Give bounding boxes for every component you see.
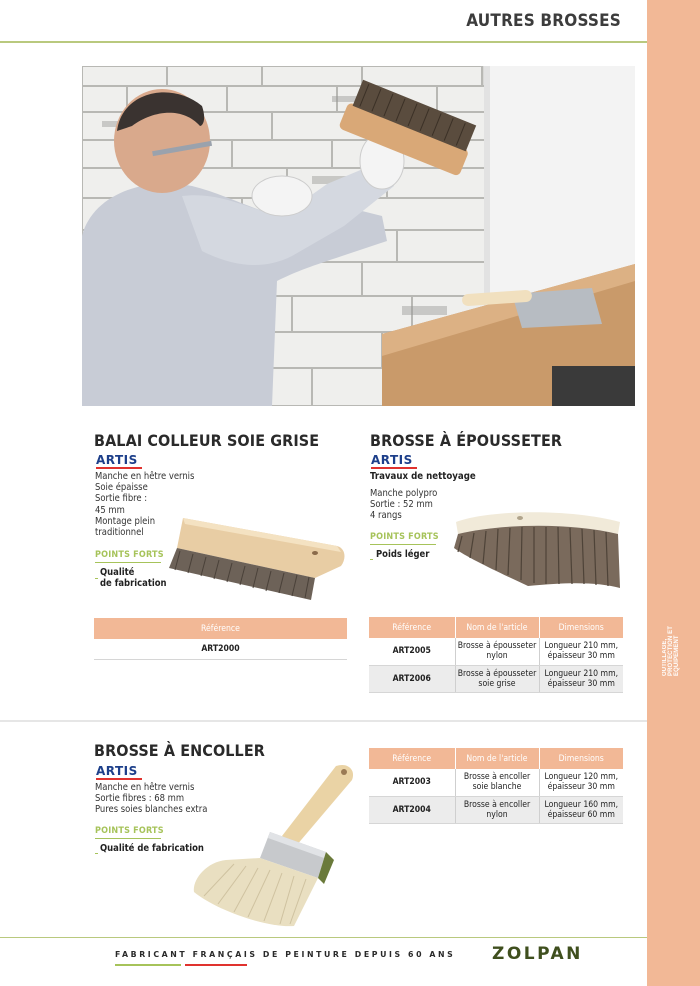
- cell-line: Longueur 160 mm,: [544, 799, 619, 810]
- dims-cell: [539, 638, 623, 665]
- product-title: BALAI COLLEUR SOIE GRISE: [94, 431, 320, 450]
- column-header: Nom de l'article: [455, 617, 539, 638]
- footer-rule: [0, 937, 647, 938]
- cell-line: Brosse à épousseter: [457, 668, 537, 679]
- table-row: [369, 769, 623, 796]
- points-forts-value: [376, 549, 429, 560]
- brand-name: ARTIS: [371, 453, 413, 467]
- side-band: [647, 0, 700, 986]
- points-forts-label: POINTS FORTS: [95, 550, 164, 560]
- column-header: Référence: [369, 748, 455, 769]
- description-line: Manche en hêtre vernis: [95, 782, 195, 793]
- description-line: traditionnel: [95, 527, 144, 539]
- column-header: Dimensions: [539, 617, 623, 638]
- ref-cell: ART2006: [369, 665, 455, 692]
- brand-underline: [371, 467, 417, 469]
- balai-brush-illustration: [165, 508, 350, 608]
- dims-cell: [539, 665, 623, 692]
- table-row: [94, 639, 347, 659]
- table-row: [369, 665, 623, 692]
- page-title: AUTRES BROSSES: [466, 11, 621, 31]
- header-rule: [0, 41, 647, 43]
- points-forts-rule: [95, 838, 161, 839]
- bullet-tick: [370, 559, 373, 560]
- brand-name: ARTIS: [96, 453, 138, 467]
- bullet-tick: [95, 853, 98, 854]
- brand-name: ARTIS: [96, 764, 138, 778]
- product-image-encoller: [186, 760, 361, 930]
- cell-line: épaisseur 60 mm: [547, 809, 615, 820]
- brand-logo: [96, 454, 142, 470]
- cell-line: Brosse à encoller: [463, 799, 531, 810]
- hero-illustration: [82, 66, 635, 406]
- cell-line: soie blanche: [472, 782, 522, 793]
- description-line: Montage plein: [95, 515, 156, 527]
- description-line: Soie épaisse: [95, 482, 148, 494]
- brand-underline: [96, 467, 142, 469]
- ref-cell: ART2005: [369, 638, 455, 665]
- footer-bar-red: [185, 964, 247, 966]
- name-cell: [455, 665, 539, 692]
- section-divider: [0, 720, 647, 722]
- description-line: 4 rangs: [370, 510, 402, 522]
- bullet-tick: [95, 578, 98, 579]
- dims-cell: [539, 769, 623, 796]
- side-section-label: OUTILLAGE, PROTECTION ET EQUIPEMENT: [662, 626, 680, 676]
- cell-line: épaisseur 30 mm: [547, 651, 615, 662]
- product-title: BROSSE À ÉPOUSSETER: [370, 431, 563, 450]
- dims-cell: [539, 796, 623, 823]
- column-header: Dimensions: [539, 748, 623, 769]
- points-forts-rule: [370, 544, 436, 545]
- cell-line: Longueur 120 mm,: [544, 772, 619, 783]
- name-cell: [455, 769, 539, 796]
- cell-line: soie grise: [478, 678, 516, 689]
- product-title: BROSSE À ENCOLLER: [94, 741, 265, 760]
- hero-photo: [82, 66, 635, 406]
- description-line: Pures soies blanches extra: [95, 804, 208, 816]
- cell-line: nylon: [486, 809, 508, 820]
- column-header: Référence: [94, 618, 347, 639]
- points-forts-label: POINTS FORTS: [370, 532, 439, 542]
- points-forts-line: Qualité de fabrication: [100, 843, 204, 854]
- product-image-epousseter: [448, 502, 628, 598]
- cell-line: épaisseur 30 mm: [547, 782, 615, 793]
- cell-line: Longueur 210 mm,: [544, 641, 619, 652]
- ref-cell: ART2000: [94, 639, 347, 659]
- points-forts-rule: [95, 562, 161, 563]
- product-description: [370, 488, 437, 522]
- zolpan-logo: ZOLPAN: [492, 944, 583, 964]
- description-line: Manche en hêtre vernis: [95, 471, 195, 482]
- points-forts-line: de fabrication: [100, 578, 167, 590]
- column-header: Nom de l'article: [455, 748, 539, 769]
- page-header: [0, 0, 647, 43]
- points-forts-value: [100, 567, 167, 589]
- cell-line: Brosse à encoller: [463, 772, 531, 783]
- brand-logo: [371, 454, 417, 470]
- cell-line: Brosse à épousseter: [457, 641, 537, 652]
- reference-table-balai: [94, 618, 347, 660]
- description-line: 45 mm: [95, 504, 125, 516]
- product-image-balai: [165, 508, 350, 608]
- description-line: Sortie fibre :: [95, 493, 148, 505]
- points-forts-line: Qualité: [100, 567, 135, 578]
- points-forts-label: POINTS FORTS: [95, 826, 164, 836]
- reference-table-epousseter: [369, 617, 623, 693]
- reference-table-encoller: [369, 748, 623, 824]
- brand-logo: [96, 765, 142, 781]
- footer-color-bars: [115, 964, 247, 967]
- encoller-brush-illustration: [186, 760, 361, 930]
- name-cell: [455, 638, 539, 665]
- name-cell: [455, 796, 539, 823]
- ref-cell: ART2004: [369, 796, 455, 823]
- brand-underline: [96, 778, 142, 780]
- cell-line: Longueur 210 mm,: [544, 668, 619, 679]
- cell-line: nylon: [486, 651, 508, 662]
- column-header: Référence: [369, 617, 455, 638]
- description-line: Manche polypro: [370, 488, 438, 499]
- product-subtitle: Travaux de nettoyage: [370, 471, 476, 482]
- description-line: Sortie fibres : 68 mm: [95, 793, 185, 805]
- footer-bar-green: [115, 964, 181, 966]
- table-row: [369, 638, 623, 665]
- table-row: [369, 796, 623, 823]
- points-forts-line: Poids léger: [376, 549, 430, 560]
- description-line: Sortie : 52 mm: [370, 499, 433, 511]
- footer-tagline: FABRICANT FRANÇAIS DE PEINTURE DEPUIS 60 ANS: [115, 950, 456, 959]
- cell-line: épaisseur 30 mm: [547, 678, 615, 689]
- epousseter-brush-illustration: [448, 502, 628, 598]
- ref-cell: ART2003: [369, 769, 455, 796]
